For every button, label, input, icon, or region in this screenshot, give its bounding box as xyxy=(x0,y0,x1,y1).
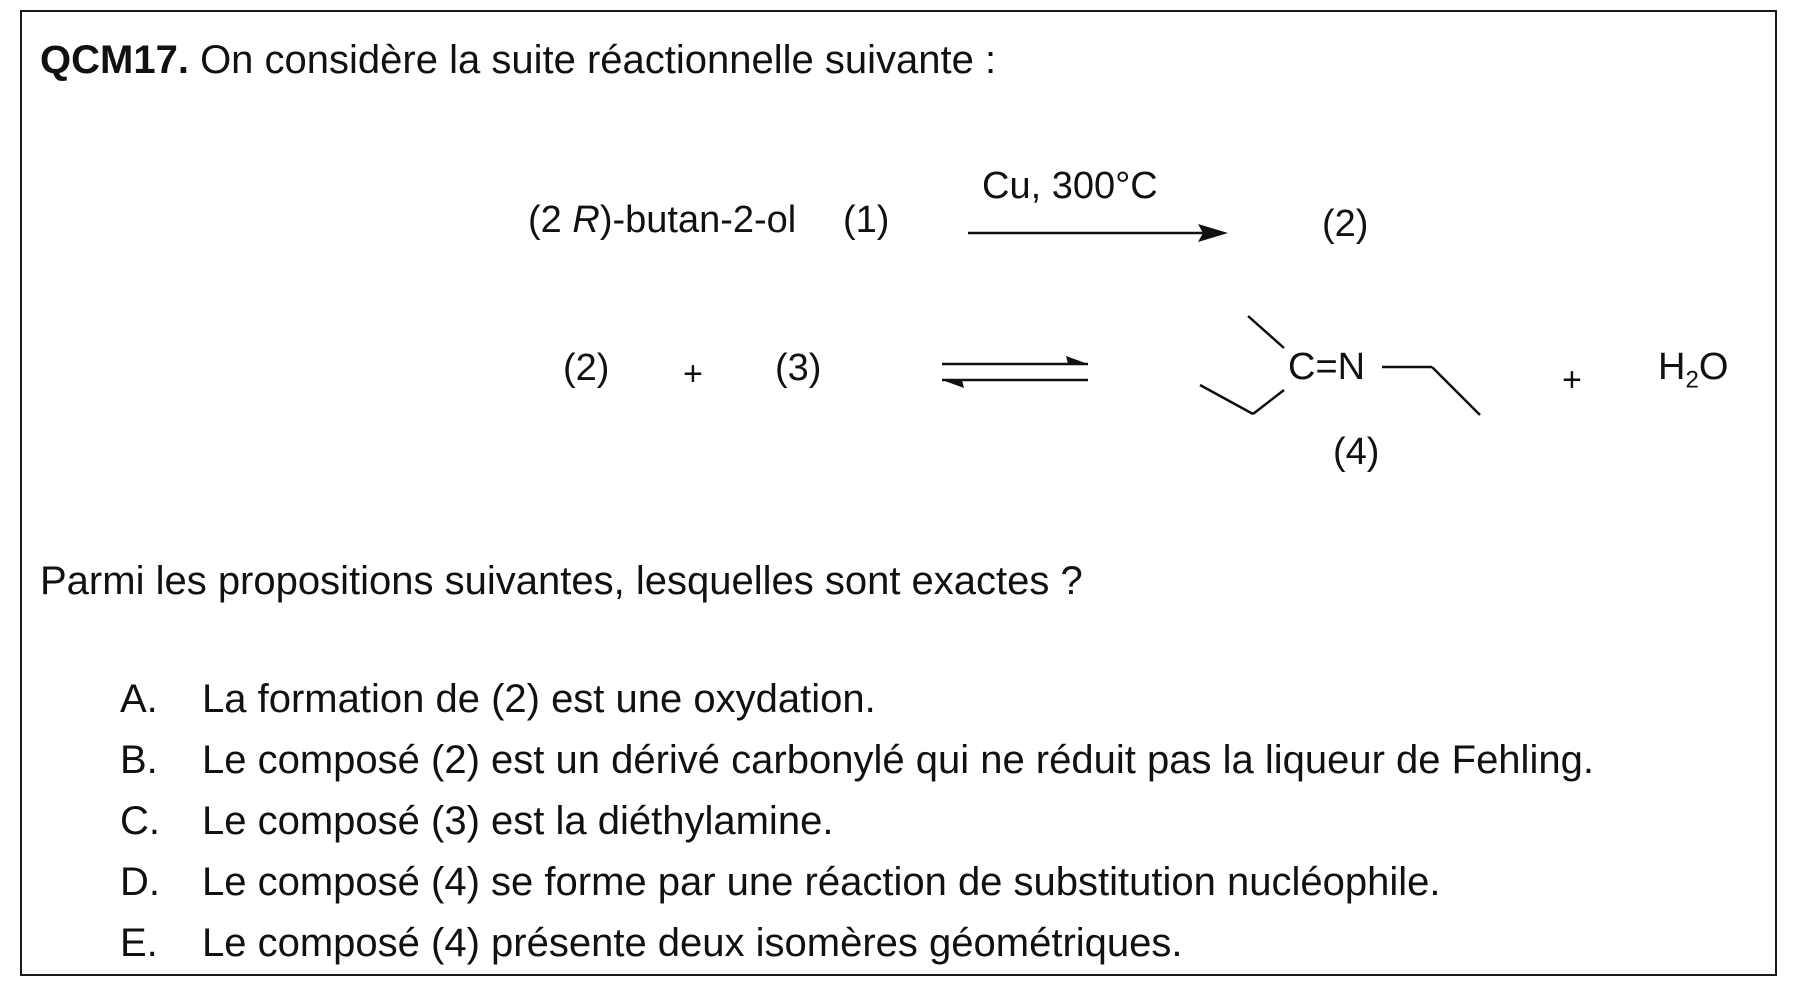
question-prompt: Parmi les propositions suivantes, lesquelles sont exactes ? xyxy=(40,559,1083,603)
option-c[interactable] xyxy=(120,797,1594,858)
option-d[interactable] xyxy=(120,858,1594,919)
option-text: Le composé (3) est la diéthylamine. xyxy=(202,799,834,843)
reactant-2: (2) xyxy=(563,347,610,389)
question-title xyxy=(40,36,996,84)
plus-sign-1: + xyxy=(683,355,703,393)
product-id-2: (2) xyxy=(1322,203,1369,245)
option-letter: B. xyxy=(120,738,158,782)
water-o: O xyxy=(1698,346,1729,388)
question-intro: On considère la suite réactionnelle suivante : xyxy=(200,38,997,82)
plus-sign-2: + xyxy=(1562,361,1582,399)
option-letter: E. xyxy=(120,921,158,965)
reactant-3: (3) xyxy=(775,347,822,389)
water-formula xyxy=(1658,345,1728,403)
reactant-butanol xyxy=(528,198,796,242)
option-a[interactable] xyxy=(120,675,1594,736)
option-text: La formation de (2) est une oxydation. xyxy=(202,677,876,721)
reactant-suffix: )-butan-2-ol xyxy=(599,199,797,241)
option-text: Le composé (4) se forme par une réaction de substitution nucléophile. xyxy=(202,860,1441,904)
answer-options xyxy=(120,675,1594,980)
reactant-prefix: (2 xyxy=(528,199,573,241)
reactant-stereo: R xyxy=(572,199,600,241)
option-letter: C. xyxy=(120,799,160,843)
option-text: Le composé (2) est un dérivé carbonylé qui ne réduit pas la liqueur de Fehling. xyxy=(202,738,1594,782)
reaction-conditions: Cu, 300°C xyxy=(982,165,1158,207)
product-id-4: (4) xyxy=(1333,431,1380,473)
water-h: H xyxy=(1658,346,1686,388)
option-b[interactable] xyxy=(120,736,1594,797)
option-letter: A. xyxy=(120,677,158,721)
water-subscript: 2 xyxy=(1685,366,1699,394)
reactant-id-1: (1) xyxy=(843,199,890,241)
option-e[interactable] xyxy=(120,919,1594,980)
option-text: Le composé (4) présente deux isomères géométriques. xyxy=(202,921,1183,965)
question-number: QCM17. xyxy=(40,38,189,82)
imine-group-label: C=N xyxy=(1288,346,1366,388)
option-letter: D. xyxy=(120,860,160,904)
